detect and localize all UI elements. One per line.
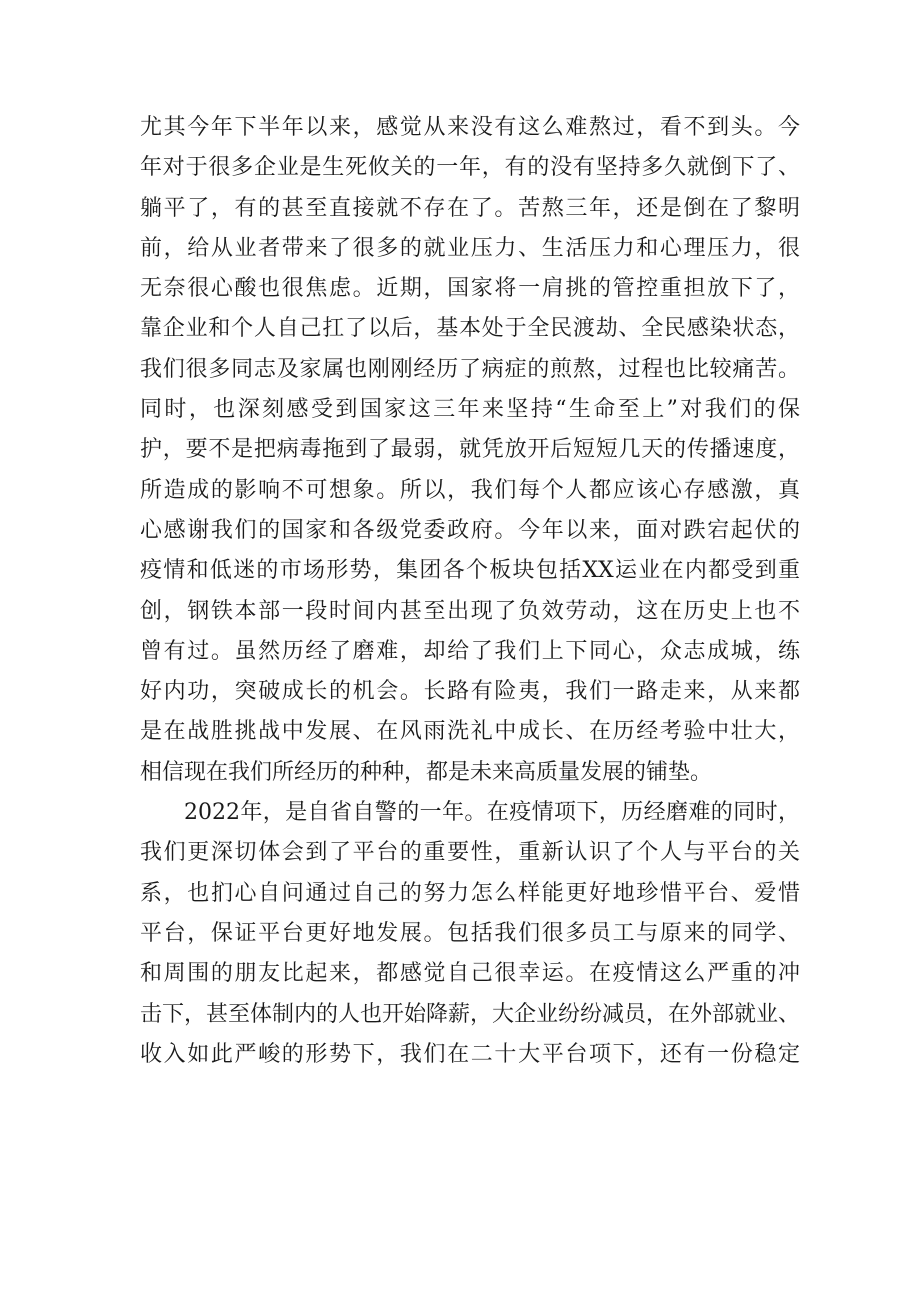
- text-line: 好内功，突破成长的机会。长路有险夷，我们一路走来，从来都: [140, 679, 800, 705]
- text-line: 系，也扪心自问通过自己的努力怎么样能更好地珍惜平台、爱惜: [140, 880, 800, 906]
- text-line: 收入如此严峻的形势下，我们在二十大平台项下，还有一份稳定: [140, 1041, 800, 1067]
- text-line: 是在战胜挑战中发展、在风雨洗礼中成长、在历经考验中壮大，: [140, 719, 800, 745]
- text-line: 我们更深切体会到了平台的重要性，重新认识了个人与平台的关: [140, 840, 800, 866]
- paragraph-2: [140, 793, 800, 1075]
- text-line: 同时，也深刻感受到国家这三年来坚持“生命至上”对我们的保: [140, 397, 800, 423]
- text-line: 相信现在我们所经历的种种，都是未来高质量发展的铺垫。: [140, 759, 713, 785]
- text-line: 击下，甚至体制内的人也开始降薪，大企业纷纷减员，在外部就业、: [140, 1001, 801, 1027]
- text-line: 无奈很心酸也很焦虑。近期，国家将一肩挑的管控重担放下了，: [140, 276, 800, 302]
- text-line: 平台，保证平台更好地发展。包括我们很多员工与原来的同学、: [140, 920, 800, 946]
- text-line: 疫情和低迷的市场形势，集团各个板块包括XX运业在内都受到重: [140, 558, 800, 584]
- text-line: 所造成的影响不可想象。所以，我们每个人都应该心存感激，真: [140, 477, 800, 503]
- text-line: 我们很多同志及家属也刚刚经历了病症的煎熬，过程也比较痛苦。: [140, 356, 800, 382]
- text-line: 和周围的朋友比起来，都感觉自己很幸运。在疫情这么严重的冲: [140, 961, 800, 987]
- text-line: 躺平了，有的甚至直接就不存在了。苦熬三年，还是倒在了黎明: [140, 195, 800, 221]
- text-line: 前，给从业者带来了很多的就业压力、生活压力和心理压力，很: [140, 235, 800, 261]
- paragraph-1: [140, 108, 800, 793]
- body-text: [140, 108, 800, 1075]
- text-line: 年对于很多企业是生死攸关的一年，有的没有坚持多久就倒下了、: [140, 155, 800, 181]
- text-line: 靠企业和个人自己扛了以后，基本处于全民渡劫、全民感染状态，: [140, 316, 800, 342]
- text-line: 2022年，是自省自警的一年。在疫情项下，历经磨难的同时，: [184, 800, 800, 826]
- text-line: 心感谢我们的国家和各级党委政府。今年以来，面对跌宕起伏的: [140, 517, 800, 543]
- text-line: 尤其今年下半年以来，感觉从来没有这么难熬过，看不到头。今: [140, 115, 800, 140]
- text-line: 创，钢铁本部一段时间内甚至出现了负效劳动，这在历史上也不: [140, 598, 800, 624]
- text-line: 曾有过。虽然历经了磨难，却给了我们上下同心，众志成城，练: [140, 638, 800, 664]
- text-line: 护，要不是把病毒拖到了最弱，就凭放开后短短几天的传播速度，: [140, 437, 800, 463]
